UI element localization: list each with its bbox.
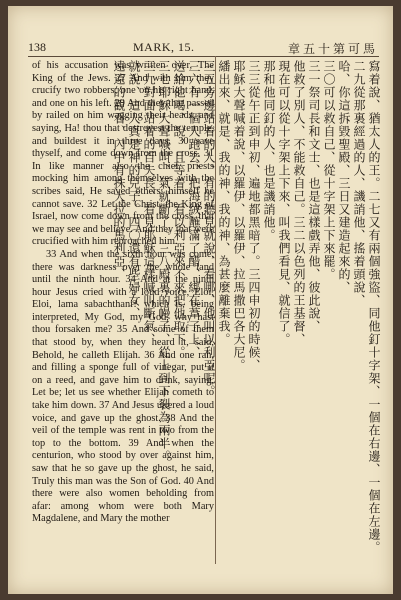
page-number: 138 — [28, 40, 46, 54]
page-header — [28, 40, 379, 57]
chinese-text-line: 他救了別人、不能救自己。三二以色列的王基督、 — [292, 60, 306, 346]
chinese-text-line: 現在可以從十字架上下來、叫我們看見、就信了。 — [277, 60, 291, 346]
chinese-text-line: 就說、這人真是神的兒子。四〇還有些婦女、 — [127, 60, 141, 320]
chinese-text-line: 三五旁邊站着的人、有的聽見就說、看哪、他叫以利亞呢。 — [202, 60, 216, 398]
chinese-text-line: 三三從午正到申初、遍地都黑暗了。三四申初的時候、 — [247, 60, 261, 372]
chinese-text-line: 哈、你這拆毀聖殿、三日又建造起來的、 — [337, 60, 351, 294]
chinese-text-line: 耶穌大聲喊着說、以羅伊、以羅伊、拉馬撒巴各大尼。 — [232, 60, 246, 372]
chinese-text-line: 那和他同釘的人、也是譏誚他。 — [262, 60, 276, 242]
chinese-text-line: 遠遠的觀看、內中有抹大拉的馬利亞、 — [112, 60, 126, 281]
chinese-text-line: 二九從那裏經過的人、譏誚他、搖着頭說、 — [352, 60, 366, 307]
bible-page — [8, 6, 393, 594]
chinese-text-line: 三六有一個人跑去、把海絨蘸滿了醋、綁在葦子上、 — [187, 60, 201, 359]
chinese-text-line: 三九對面站着的百夫長、看見耶穌這樣喊叫斷氣、 — [142, 60, 156, 346]
chinese-text-line: 繙出來、就是、我的神、我的神、為甚麼離棄我。 — [217, 60, 231, 346]
chinese-text-line: 三〇可以救自己、從十字架上下來罷。 — [322, 60, 336, 281]
english-paragraph: 33 And when the sixth hour was come, there was darkness over the whole land until the ninth hour. 34 And at the ninth hour Jesus cried with a loud voice, Eloi, Eloi, lama sabachthani? which is, being interpreted, My God, my God, why hast thou forsaken me? 35 And some of them that stood by, when they heard it, said, Behold, he calleth Elijah. 36 And one ran, and filling a sponge full of vinegar, put it on a reed, and gave him to drink, saying, Let be; let us see whether Elijah cometh to take him down. 37 And Jesus uttered a loud voice, and gave up the ghost. 38 And the veil of the temple was rent in two from the top to the bottom. 39 And when the centurion, who stood by over against him, saw that he so gave up the ghost, he said, Truly this man was the Son of God. 40 And there were also women beholding from afar: among whom were both Mary Magdalene, and Mary the mother — [32, 248, 214, 525]
chinese-chapter-title: 章五十第可馬 — [288, 42, 379, 56]
chinese-text-line: 三一祭司長和文士、也是這樣戲弄他、彼此說、 — [307, 60, 321, 333]
chinese-text-line: 送給他喝、說、且等着、看以利亞來不來把他取下。 — [172, 60, 186, 359]
english-paragraph: of his accusation was written over, The King of the Jews. 27 And with him they crucify two robbers; one on his right hand, and one on his left. 29 And they that passed by railed on him wagging their heads, and saying, Ha! thou that destroyest the temple, and buildest it in three days, 30 save thyself, and come down from the cross. 31 In like manner also the chief priests mocking him among themselves with the scribes said, He saved others; himself he cannot save. 32 Let the Christ, the King of Israel, now come down from the cross, that we may see and believe. And they that were crucified with him reproached him. — [32, 60, 214, 248]
chinese-text-line: 三七耶穌大聲喊叫、氣就斷了。三八殿裏的幔子、從上到下裂為兩半。 — [157, 60, 171, 463]
chinese-text-line: 寫着說、猶太人的王。二七又有兩個強盜、同他釘十字架、一個在右邊、一個在左邊。 — [367, 60, 381, 554]
book-reference: MARK, 15. — [133, 40, 195, 54]
